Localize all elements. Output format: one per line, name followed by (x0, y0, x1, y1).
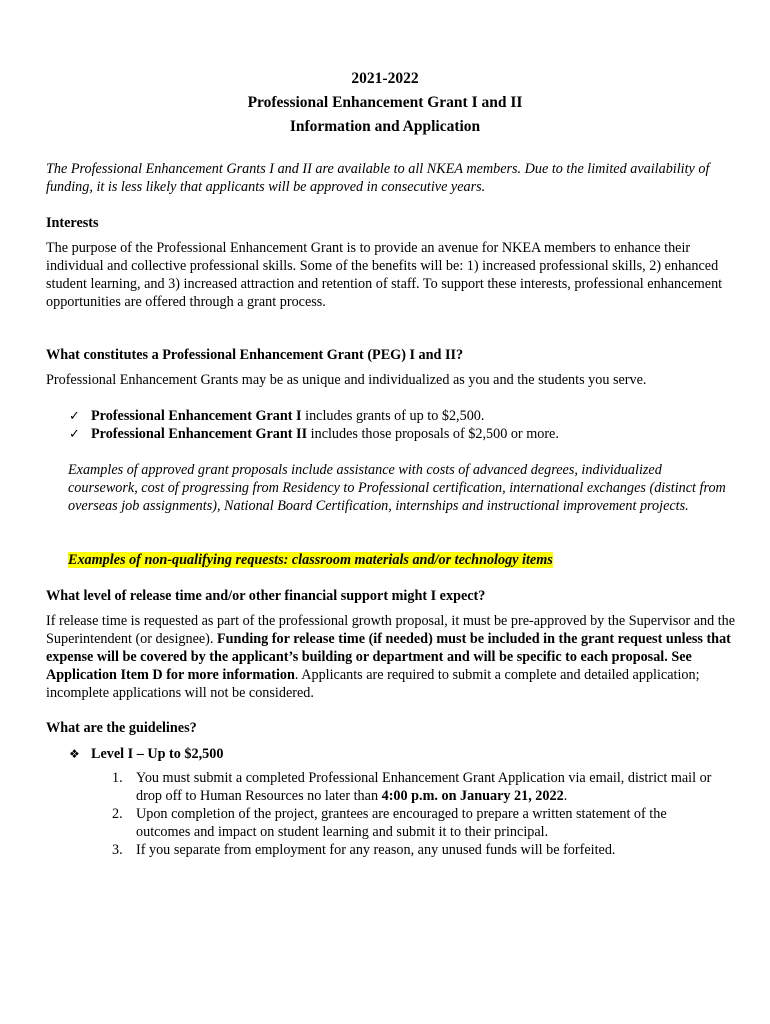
title-year: 2021-2022 (351, 70, 419, 87)
list-item-text: You must submit a completed Professional Enhancement Grant Application via email, district mail or drop off to Human Resources no later than (136, 770, 712, 804)
list-item (112, 769, 712, 805)
peg-heading: What constitutes a Professional Enhancement Grant (PEG) I and II? (46, 347, 464, 363)
list-number: 1. (112, 770, 123, 786)
release-text-part2: . Applicants are required to submit a complete and detailed application; incomplete applications will not be considered. (46, 667, 700, 701)
level-one-label: Level I – Up to $2,500 (91, 746, 224, 762)
title-subtitle: Information and Application (289, 118, 481, 135)
highlighted-text: Examples of non-qualifying requests: classroom materials and/or technology items (68, 552, 553, 568)
list-item-text: If you separate from employment for any reason, any unused funds will be forfeited. (136, 842, 616, 858)
list-item-text: Upon completion of the project, grantees are encouraged to prepare a written statement of the outcomes and impact on student learning and submit it to their principal. (136, 806, 667, 840)
list-item-end: . (563, 788, 568, 804)
non-qualifying-note (68, 551, 553, 569)
level-one-item (69, 745, 223, 763)
guidelines-list (112, 769, 712, 859)
interests-section (46, 214, 736, 311)
release-body (46, 612, 736, 702)
list-number: 2. (112, 806, 123, 822)
guidelines-heading: What are the guidelines? (46, 720, 197, 736)
list-number: 3. (112, 842, 123, 858)
peg-body: Professional Enhancement Grants may be as unique and individualized as you and the students you serve. (46, 372, 647, 388)
release-text-bold: Funding for release time (if needed) must be included in the grant request unless that expense will be covered by the applicant’s building or department and will be specific to each proposal. See Application Item D for more information (46, 631, 731, 683)
peg-section (46, 346, 736, 389)
grant-level-desc: includes grants of up to $2,500. (301, 408, 485, 424)
guidelines-section (46, 719, 736, 737)
grant-level-name: Professional Enhancement Grant I (91, 408, 302, 424)
checkmark-icon: ✓ (69, 427, 80, 442)
approved-examples: Examples of approved grant proposals include assistance with costs of advanced degrees, individualized coursework, cost of progressing from Residency to Professional certification, international exchanges (distinct from overseas job assignments), National Board Certification, internships and instructional improvement projects. (68, 462, 726, 514)
list-item (69, 407, 729, 425)
interests-body: The purpose of the Professional Enhancement Grant is to provide an avenue for NKEA members to enhance their individual and collective professional skills. Some of the benefits will be: 1) increased professional skills, 2) enhanced student learning, and 3) increased attraction and retention of staff. To support these interests, professional enhancement opportunities are offered through a grant process. (46, 240, 723, 310)
diamond-bullet-icon: ❖ (69, 747, 80, 761)
grant-level-desc: includes those proposals of $2,500 or more. (307, 426, 559, 442)
list-item (112, 841, 712, 859)
title-grant-name: Professional Enhancement Grant I and II (247, 94, 523, 111)
release-section (46, 587, 736, 702)
list-item (112, 805, 712, 841)
list-item (69, 425, 729, 443)
release-heading: What level of release time and/or other financial support might I expect? (46, 588, 486, 604)
release-text-part1: If release time is requested as part of the professional growth proposal, it must be pre-approved by the Supervisor and the Superintendent (or designee). (46, 613, 736, 647)
grant-level-name: Professional Enhancement Grant II (91, 426, 308, 442)
intro-paragraph: The Professional Enhancement Grants I and II are available to all NKEA members. Due to the limited availability of funding, it is less likely that applicants will be approved in consecutive years. (46, 161, 710, 195)
checkmark-icon: ✓ (69, 409, 80, 424)
deadline-text: 4:00 p.m. on January 21, 2022 (381, 788, 564, 804)
document-title (0, 67, 770, 139)
interests-heading: Interests (46, 215, 99, 231)
peg-checklist (69, 407, 729, 443)
